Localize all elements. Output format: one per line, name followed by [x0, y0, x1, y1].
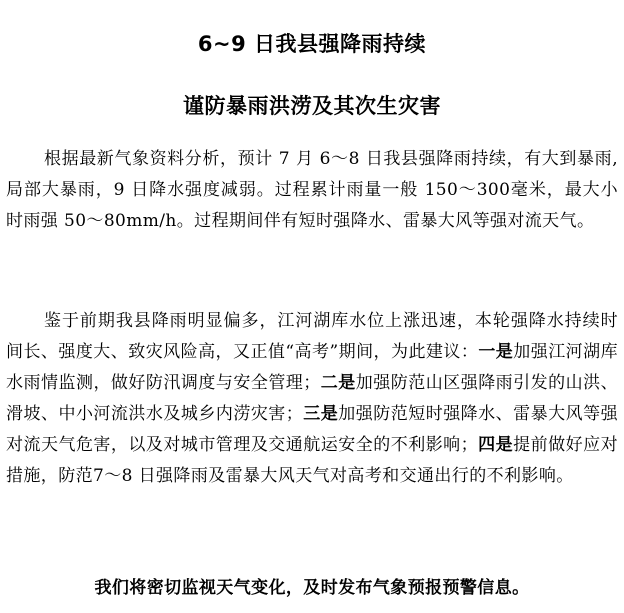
forecast-paragraph: 根据最新气象资料分析，预计 7 月 6～8 日我县强降雨持续，有大到暴雨,局部大暴雨，9 日降水强度减弱。过程累计雨量一般 150～300毫米，最大小时雨强 50～80mm/h。过程期间伴有短时强降水、雷暴大风等强对流天气。	[6, 149, 618, 231]
closing-statement: 我们将密切监视天气变化，及时发布气象预报预警信息。	[94, 578, 530, 598]
advice-point-2-label: 二是	[320, 373, 356, 393]
document-title: 6~9 日我县强降雨持续	[197, 32, 427, 56]
advice-paragraph	[6, 306, 618, 492]
advice-point-4-text: 提前做好应对措施，防范7～8 日强降雨及雷暴大风天气对高考和交通出行的不利影响。	[6, 435, 618, 486]
advice-point-4-label: 四是	[478, 435, 514, 455]
advice-intro: 鉴于前期我县降雨明显偏多，江河湖库水位上涨迅速，本轮强降水持续时间长、强度大、致灾风险高，又正值“高考”期间，为此建议：	[6, 311, 618, 362]
advice-point-2-text: 加强防范山区强降雨引发的山洪、滑坡、中小河流洪水及城乡内涝灾害；	[6, 373, 619, 424]
document-subtitle: 谨防暴雨洪涝及其次生灾害	[183, 94, 441, 118]
advice-point-1-text: 加强江河湖库水雨情监测，做好防汛调度与安全管理；	[6, 342, 618, 393]
advice-point-3-text: 加强防范短时强降水、雷暴大风等强对流天气危害，以及对城市管理及交通航运安全的不利影响；	[6, 404, 618, 455]
advice-point-3-label: 三是	[303, 404, 339, 424]
advice-point-1-label: 一是	[478, 342, 514, 362]
